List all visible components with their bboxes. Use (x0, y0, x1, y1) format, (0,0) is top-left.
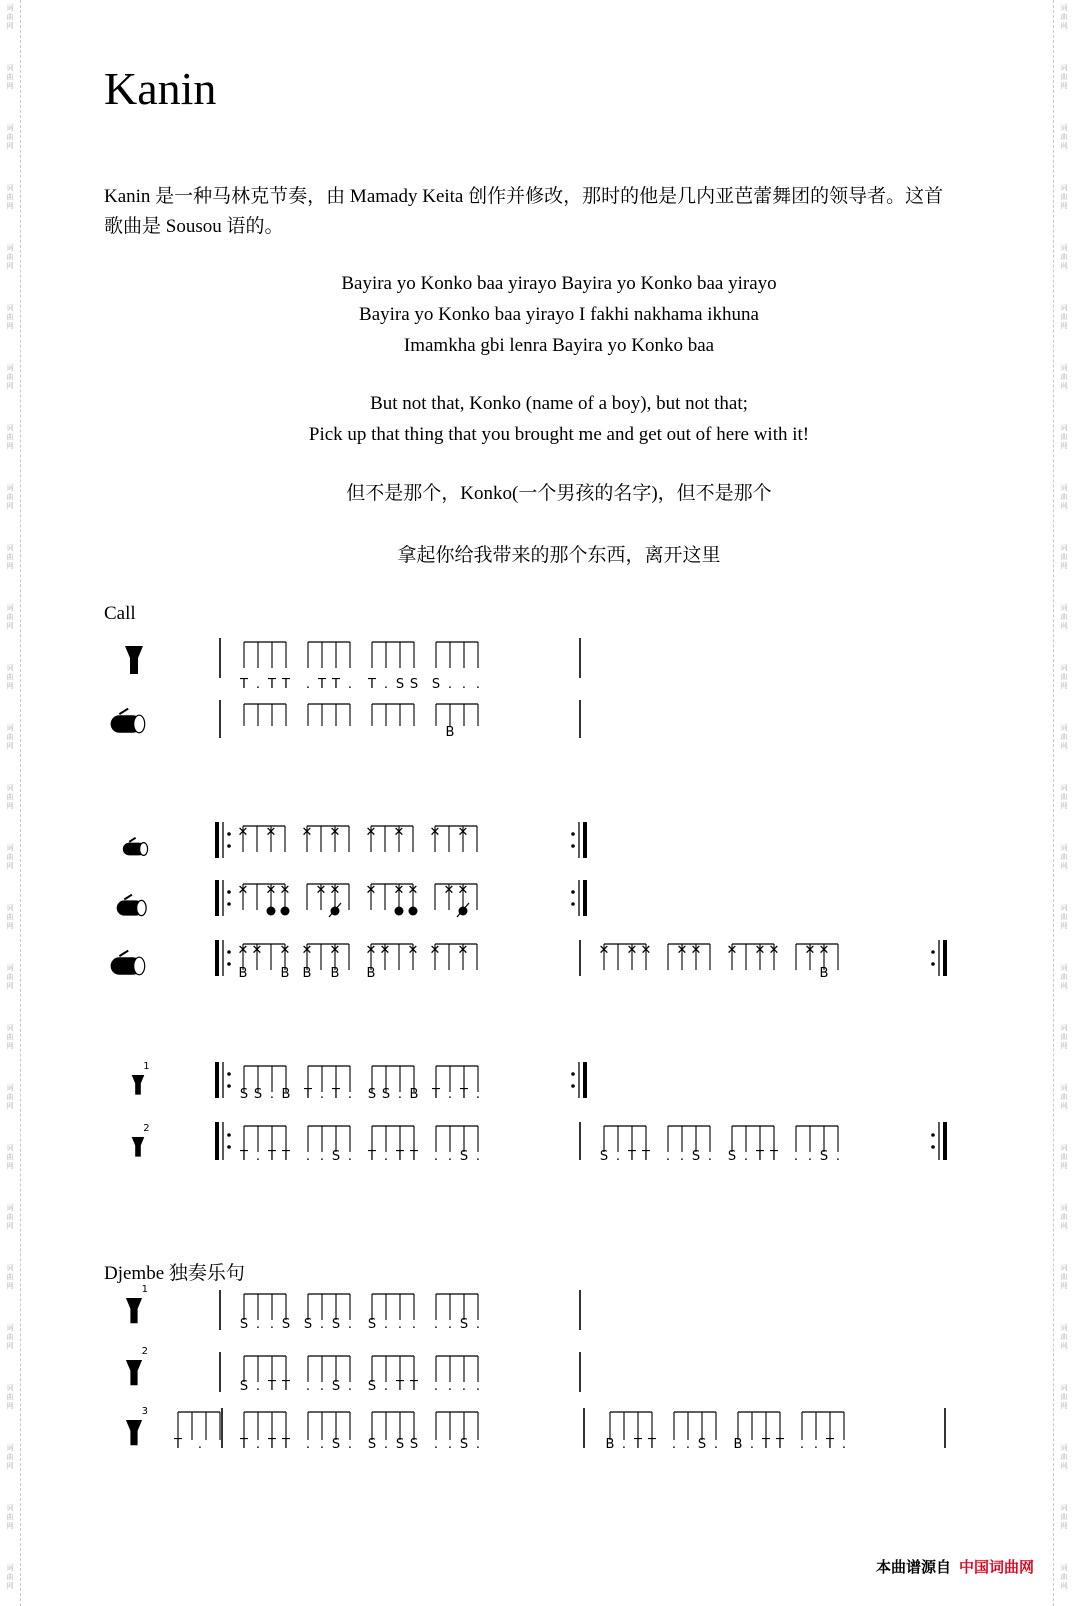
djembe-icon (126, 1298, 142, 1323)
watermark-text: 词 曲 网 (6, 1084, 14, 1110)
stroke-letter: . (197, 1437, 203, 1452)
stroke-letter: . (347, 1317, 353, 1332)
x-note: ✕ (251, 943, 263, 958)
watermark-text: 词 曲 网 (6, 784, 14, 810)
stroke-letter: T (642, 1149, 650, 1164)
stroke-letter: . (255, 677, 261, 692)
stroke-letter: . (615, 1149, 621, 1164)
djembe-icon (132, 1075, 145, 1095)
djembe-icon (126, 1420, 142, 1445)
x-note: ✕ (768, 943, 780, 958)
x-note: ✕ (301, 825, 313, 840)
stroke-letter: T (770, 1149, 778, 1164)
x-note: ✕ (379, 943, 391, 958)
footer-credit (876, 1556, 1034, 1577)
stroke-letter: . (319, 1317, 325, 1332)
watermark-text: 词 曲 网 (1060, 244, 1068, 270)
stroke-letter: S (253, 1087, 263, 1102)
watermark-text: 词 曲 网 (1060, 604, 1068, 630)
stroke-letter: T (368, 1149, 376, 1164)
dunun-stick (124, 895, 132, 900)
lyric-chinese-2: 拿起你给我带来的那个东西，离开这里 (397, 545, 721, 566)
watermark-text: 词 曲 网 (1060, 1144, 1068, 1170)
stroke-letter: T (332, 677, 340, 692)
watermark-text: 词 曲 网 (1060, 1084, 1068, 1110)
lyric-line: Pick up that thing that you brought me and get out of here with it! (308, 424, 810, 445)
stroke-letter: T (282, 677, 290, 692)
muted-note (331, 907, 340, 916)
stroke-letter: . (383, 1317, 389, 1332)
stroke-letter: B (605, 1437, 615, 1452)
stroke-letter: . (475, 1317, 481, 1332)
stroke-letter: S (727, 1149, 737, 1164)
stroke-letter: B (302, 966, 312, 981)
x-note: ✕ (279, 883, 291, 898)
watermark-text: 词 曲 网 (1060, 424, 1068, 450)
djembe-icon (126, 1360, 142, 1385)
stroke-letter: . (397, 1317, 403, 1332)
stroke-letter: . (319, 1087, 325, 1102)
stroke-letter: . (255, 1317, 261, 1332)
dunun-icon (117, 900, 144, 915)
repeat-dot (571, 844, 575, 848)
stroke-letter: . (383, 1379, 389, 1394)
stroke-letter: T (628, 1149, 636, 1164)
watermark-text: 词 曲 网 (6, 484, 14, 510)
stroke-letter: . (447, 1087, 453, 1102)
lyric-chinese-1: 但不是那个，Konko(一个男孩的名字)，但不是那个 (346, 483, 772, 504)
stroke-letter: S (599, 1149, 609, 1164)
watermark-text: 词 曲 网 (1060, 1444, 1068, 1470)
watermark-text: 词 曲 网 (1060, 724, 1068, 750)
stroke-letter: . (433, 1379, 439, 1394)
watermark-text: 词 曲 网 (1060, 1504, 1068, 1530)
stroke-letter: . (475, 677, 481, 692)
x-note: ✕ (301, 943, 313, 958)
watermark-text: 词 曲 网 (1060, 1564, 1068, 1590)
lyrics-original (104, 268, 1014, 361)
x-note: ✕ (265, 825, 277, 840)
stroke-letter: . (793, 1149, 799, 1164)
mute-slash (329, 903, 341, 917)
x-note: ✕ (804, 943, 816, 958)
stroke-letter: T (432, 1087, 440, 1102)
repeat-dot (571, 890, 575, 894)
watermark-text: 词 曲 网 (6, 1144, 14, 1170)
stroke-letter: S (381, 1087, 391, 1102)
watermark-text: 词 曲 网 (6, 1384, 14, 1410)
watermark-text: 词 曲 网 (1060, 4, 1068, 30)
watermark-text: 词 曲 网 (6, 904, 14, 930)
x-note: ✕ (265, 883, 277, 898)
stroke-letter: . (347, 1087, 353, 1102)
watermark-text: 词 曲 网 (6, 664, 14, 690)
x-note: ✕ (365, 825, 377, 840)
stroke-letter: S (459, 1437, 469, 1452)
stroke-letter: . (397, 1087, 403, 1102)
repeat-dot (227, 890, 231, 894)
stroke-letter: S (331, 1317, 341, 1332)
watermark-text: 词 曲 网 (1060, 904, 1068, 930)
x-note: ✕ (626, 943, 638, 958)
stroke-letter: S (331, 1149, 341, 1164)
stroke-letter: T (318, 677, 326, 692)
stroke-letter: . (433, 1149, 439, 1164)
open-note (281, 907, 290, 916)
watermark-text: 词 曲 网 (1060, 1264, 1068, 1290)
stroke-letter: S (395, 1437, 405, 1452)
watermark-text: 词 曲 网 (6, 724, 14, 750)
stroke-letter: . (319, 1437, 325, 1452)
stroke-letter: S (281, 1317, 291, 1332)
stroke-letter: S (239, 1087, 249, 1102)
stroke-letter: B (409, 1087, 419, 1102)
stroke-letter: S (303, 1317, 313, 1332)
dunun-head (134, 715, 145, 733)
repeat-dot (227, 962, 231, 966)
footer-site: 中国词曲网 (958, 1558, 1034, 1576)
x-note: ✕ (457, 943, 469, 958)
stroke-letter: . (447, 677, 453, 692)
x-note: ✕ (690, 943, 702, 958)
dunun-stick (129, 838, 135, 842)
djembe-icon (132, 1137, 145, 1157)
voice-number-label: 3 (141, 1406, 148, 1417)
watermark-text: 词 曲 网 (1060, 1024, 1068, 1050)
stroke-letter: . (433, 1317, 439, 1332)
stroke-letter: . (685, 1437, 691, 1452)
stroke-letter: T (268, 1437, 276, 1452)
stroke-letter: S (367, 1379, 377, 1394)
watermark-text: 词 曲 网 (1060, 304, 1068, 330)
repeat-dot (227, 902, 231, 906)
lyric-line: Bayira yo Konko baa yirayo I fakhi nakhama ikhuna (359, 304, 759, 325)
watermark-text: 词 曲 网 (6, 1504, 14, 1530)
x-note: ✕ (818, 943, 830, 958)
stroke-letter: T (368, 677, 376, 692)
stroke-letter: B (238, 966, 248, 981)
stroke-letter: T (826, 1437, 834, 1452)
stroke-letter: . (665, 1149, 671, 1164)
repeat-dot (931, 1133, 935, 1137)
section-call-label: Call (104, 603, 136, 624)
repeat-dot (227, 844, 231, 848)
stroke-letter: B (281, 1087, 291, 1102)
footer-source: 本曲谱源自 (875, 1558, 951, 1576)
stroke-letter: S (395, 677, 405, 692)
stroke-letter: S (459, 1317, 469, 1332)
x-note: ✕ (457, 883, 469, 898)
dunun-stick (119, 951, 128, 957)
lyric-line: Bayira yo Konko baa yirayo Bayira yo Konko baa yirayo (341, 273, 777, 294)
stroke-letter: S (431, 677, 441, 692)
dunun-icon (111, 715, 142, 733)
stroke-letter: . (305, 1437, 311, 1452)
stroke-letter: T (282, 1437, 290, 1452)
stroke-letter: . (347, 1379, 353, 1394)
watermark-text: 词 曲 网 (6, 1564, 14, 1590)
repeat-dot (571, 1072, 575, 1076)
stroke-letter: B (819, 966, 829, 981)
watermark-text: 词 曲 网 (1060, 64, 1068, 90)
repeat-dot (931, 950, 935, 954)
repeat-dot (227, 832, 231, 836)
watermark-text: 词 曲 网 (6, 1024, 14, 1050)
x-note: ✕ (407, 883, 419, 898)
dunun-icon (123, 843, 145, 856)
stroke-letter: S (409, 677, 419, 692)
lyrics-english (104, 388, 1014, 450)
repeat-dot (227, 1072, 231, 1076)
repeat-dot (931, 1145, 935, 1149)
stroke-letter: . (447, 1317, 453, 1332)
repeat-dot (571, 902, 575, 906)
djembe-icon (125, 646, 143, 674)
voice-number-label: 1 (141, 1284, 148, 1295)
stroke-letter: . (269, 1317, 275, 1332)
stroke-letter: . (433, 1437, 439, 1452)
stroke-letter: S (367, 1437, 377, 1452)
stroke-letter: T (332, 1087, 340, 1102)
stroke-letter: T (282, 1379, 290, 1394)
page-title: Kanin (104, 63, 217, 114)
stroke-letter: T (762, 1437, 770, 1452)
x-note: ✕ (329, 825, 341, 840)
stroke-letter: . (347, 677, 353, 692)
stroke-letter: B (330, 966, 340, 981)
repeat-dot (227, 950, 231, 954)
x-note: ✕ (407, 943, 419, 958)
x-note: ✕ (365, 883, 377, 898)
watermark-text: 词 曲 网 (6, 364, 14, 390)
stroke-letter: T (648, 1437, 656, 1452)
stroke-letter: T (410, 1379, 418, 1394)
stroke-letter: T (756, 1149, 764, 1164)
stroke-letter: S (331, 1437, 341, 1452)
stroke-letter: . (319, 1379, 325, 1394)
x-note: ✕ (429, 825, 441, 840)
watermark-text: 词 曲 网 (6, 4, 14, 30)
x-note: ✕ (726, 943, 738, 958)
watermark-text: 词 曲 网 (1060, 964, 1068, 990)
stroke-letter: . (383, 677, 389, 692)
watermark-text: 词 曲 网 (6, 604, 14, 630)
x-note: ✕ (598, 943, 610, 958)
stroke-letter: . (411, 1317, 417, 1332)
stroke-letter: T (396, 1149, 404, 1164)
stroke-letter: . (813, 1437, 819, 1452)
x-note: ✕ (443, 883, 455, 898)
open-note (267, 907, 276, 916)
watermark-text: 词 曲 网 (1060, 664, 1068, 690)
stroke-letter: T (460, 1087, 468, 1102)
watermark-text: 词 曲 网 (6, 1324, 14, 1350)
x-note: ✕ (237, 943, 249, 958)
stroke-letter: . (447, 1379, 453, 1394)
stroke-letter: T (268, 677, 276, 692)
stroke-letter: S (819, 1149, 829, 1164)
stroke-letter: T (396, 1379, 404, 1394)
stroke-letter: S (331, 1379, 341, 1394)
stroke-letter: . (461, 1379, 467, 1394)
intro-paragraph: Kanin 是一种马林克节奏，由 Mamady Keita 创作并修改，那时的他是几内亚芭蕾舞团的领导者。这首歌曲是 Sousou 语的。 (104, 186, 944, 237)
mute-slash (457, 903, 469, 917)
stroke-letter: B (445, 725, 455, 740)
stroke-letter: B (733, 1437, 743, 1452)
watermark-text: 词 曲 网 (6, 64, 14, 90)
watermark-text: 词 曲 网 (1060, 184, 1068, 210)
watermark-text: 词 曲 网 (6, 184, 14, 210)
stroke-letter: . (347, 1149, 353, 1164)
x-note: ✕ (329, 883, 341, 898)
stroke-letter: . (475, 1149, 481, 1164)
stroke-letter: T (240, 1437, 248, 1452)
voice-number-label: 2 (143, 1123, 150, 1134)
stroke-letter: T (240, 1149, 248, 1164)
stroke-letter: T (268, 1379, 276, 1394)
stroke-letter: . (475, 1437, 481, 1452)
watermark-text: 词 曲 网 (6, 844, 14, 870)
open-note (395, 907, 404, 916)
watermark-text: 词 曲 网 (1060, 364, 1068, 390)
watermark-text: 词 曲 网 (1060, 1384, 1068, 1410)
stroke-letter: S (459, 1149, 469, 1164)
watermark-text: 词 曲 网 (6, 544, 14, 570)
x-note: ✕ (279, 943, 291, 958)
stroke-letter: . (621, 1437, 627, 1452)
x-note: ✕ (393, 883, 405, 898)
stroke-letter: . (447, 1437, 453, 1452)
watermark-text: 词 曲 网 (1060, 784, 1068, 810)
stroke-letter: . (447, 1149, 453, 1164)
stroke-letter: . (475, 1379, 481, 1394)
x-note: ✕ (393, 825, 405, 840)
stroke-letter: T (174, 1437, 182, 1452)
dunun-head (134, 957, 145, 975)
stroke-letter: T (304, 1087, 312, 1102)
x-note: ✕ (457, 825, 469, 840)
stroke-letter: . (255, 1149, 261, 1164)
watermark-text: 词 曲 网 (1060, 544, 1068, 570)
stroke-letter: S (239, 1317, 249, 1332)
stroke-letter: S (367, 1317, 377, 1332)
stroke-letter: . (707, 1149, 713, 1164)
watermark-text: 词 曲 网 (6, 964, 14, 990)
watermark-text: 词 曲 网 (1060, 844, 1068, 870)
stroke-letter: . (347, 1437, 353, 1452)
stroke-letter: . (269, 1087, 275, 1102)
stroke-letter: . (383, 1437, 389, 1452)
stroke-letter: B (366, 966, 376, 981)
stroke-letter: T (268, 1149, 276, 1164)
x-note: ✕ (329, 943, 341, 958)
right-watermark-strip (1053, 0, 1074, 1606)
muted-note (459, 907, 468, 916)
stroke-letter: T (776, 1437, 784, 1452)
x-note: ✕ (429, 943, 441, 958)
watermark-text: 词 曲 网 (1060, 1204, 1068, 1230)
voice-number-label: 2 (141, 1346, 148, 1357)
watermark-text: 词 曲 网 (1060, 124, 1068, 150)
stroke-letter: . (255, 1379, 261, 1394)
stroke-letter: T (240, 677, 248, 692)
stroke-letter: S (691, 1149, 701, 1164)
stroke-letter: . (305, 677, 311, 692)
watermark-text: 词 曲 网 (6, 1444, 14, 1470)
x-note: ✕ (237, 825, 249, 840)
stroke-letter: . (255, 1437, 261, 1452)
stroke-letter: . (835, 1149, 841, 1164)
stroke-letter: . (749, 1437, 755, 1452)
stroke-letter: . (679, 1149, 685, 1164)
stroke-letter: . (807, 1149, 813, 1164)
repeat-dot (227, 1145, 231, 1149)
x-note: ✕ (640, 943, 652, 958)
watermark-text: 词 曲 网 (6, 244, 14, 270)
watermark-text: 词 曲 网 (6, 1204, 14, 1230)
stroke-letter: . (383, 1149, 389, 1164)
stroke-letter: . (461, 677, 467, 692)
watermark-text: 词 曲 网 (6, 424, 14, 450)
section-solo-label: Djembe 独奏乐句 (104, 1263, 245, 1284)
stroke-letter: . (841, 1437, 847, 1452)
stroke-letter: S (239, 1379, 249, 1394)
stroke-letter: S (409, 1437, 419, 1452)
stroke-letter: . (671, 1437, 677, 1452)
repeat-dot (931, 962, 935, 966)
repeat-dot (571, 832, 575, 836)
lyric-line: But not that, Konko (name of a boy), but not that; (370, 393, 748, 414)
x-note: ✕ (365, 943, 377, 958)
x-note: ✕ (315, 883, 327, 898)
watermark-text: 词 曲 网 (6, 1264, 14, 1290)
stroke-letter: S (367, 1087, 377, 1102)
stroke-letter: T (282, 1149, 290, 1164)
stroke-letter: . (475, 1087, 481, 1102)
stroke-letter: . (305, 1379, 311, 1394)
stroke-letter: . (713, 1437, 719, 1452)
x-note: ✕ (676, 943, 688, 958)
lyric-line: Imamkha gbi lenra Bayira yo Konko baa (403, 335, 715, 356)
stroke-letter: . (319, 1149, 325, 1164)
stroke-letter: . (743, 1149, 749, 1164)
stroke-letter: T (634, 1437, 642, 1452)
stroke-letter: . (305, 1149, 311, 1164)
watermark-text: 词 曲 网 (1060, 1324, 1068, 1350)
watermark-text: 词 曲 网 (6, 304, 14, 330)
x-note: ✕ (237, 883, 249, 898)
dunun-stick (119, 709, 128, 715)
repeat-dot (227, 1084, 231, 1088)
left-watermark-strip (0, 0, 21, 1606)
stroke-letter: B (280, 966, 290, 981)
voice-number-label: 1 (143, 1061, 150, 1072)
watermark-text: 词 曲 网 (1060, 484, 1068, 510)
x-note: ✕ (754, 943, 766, 958)
dunun-head (137, 900, 147, 915)
repeat-dot (227, 1133, 231, 1137)
dunun-head (140, 843, 148, 856)
watermark-text: 词 曲 网 (6, 124, 14, 150)
stroke-letter: . (799, 1437, 805, 1452)
stroke-letter: T (410, 1149, 418, 1164)
open-note (409, 907, 418, 916)
dunun-icon (111, 957, 142, 975)
repeat-dot (571, 1084, 575, 1088)
stroke-letter: S (697, 1437, 707, 1452)
